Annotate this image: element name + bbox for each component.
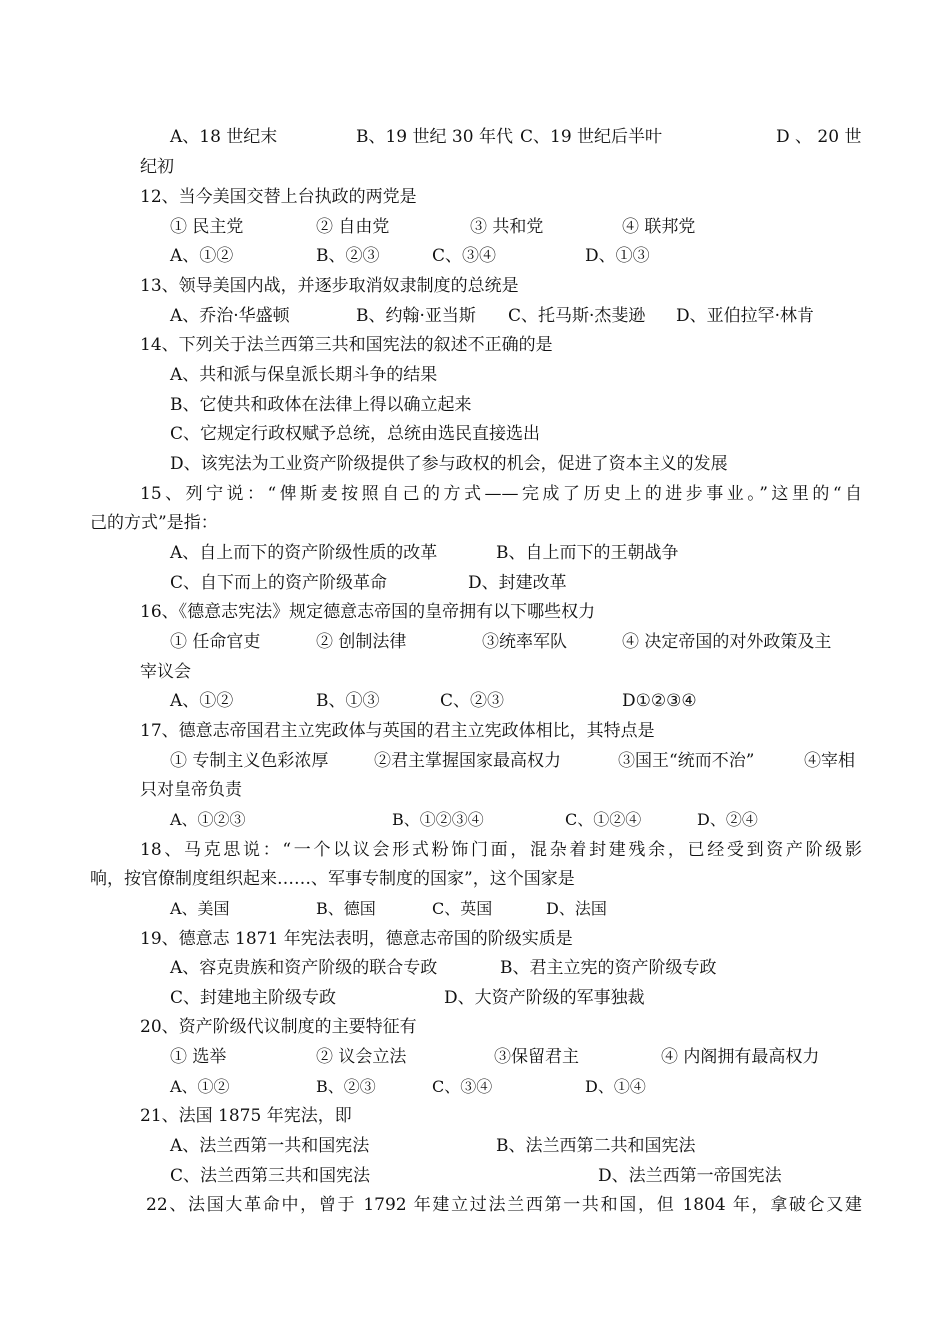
q17-item-1: ① 专制主义色彩浓厚 (170, 751, 329, 771)
q16-item-4-continued: 宰议会 (140, 662, 191, 682)
q15-stem-line-1: 15、列宁说：“俾斯麦按照自己的方式——完成了历史上的进步事业。”这里的“自 (140, 484, 862, 504)
q17-item-4: ④宰相 (804, 751, 855, 771)
q15-option-a: A、自上而下的资产阶级性质的改革 (170, 543, 438, 563)
q16-option-c: C、②③ (440, 691, 505, 711)
q14-option-c: C、它规定行政权赋予总统，总统由选民直接选出 (170, 424, 541, 444)
q21-option-a: A、法兰西第一共和国宪法 (170, 1136, 370, 1156)
q12-stem: 12、当今美国交替上台执政的两党是 (140, 187, 417, 207)
q12-option-d: D、①③ (585, 246, 650, 266)
q12-option-c: C、③④ (432, 246, 497, 266)
q21-stem: 21、法国 1875 年宪法，即 (140, 1106, 352, 1126)
q13-option-b: B、约翰·亚当斯 (356, 306, 476, 326)
q19-option-d: D、大资产阶级的军事独裁 (444, 988, 645, 1008)
q17-option-d: D、②④ (697, 810, 758, 829)
q15-option-c: C、自下而上的资产阶级革命 (170, 573, 388, 593)
q20-option-b: B、②③ (316, 1077, 376, 1096)
q18-option-b: B、德国 (316, 899, 376, 918)
q16-option-a: A、①② (170, 691, 234, 711)
q22-stem-line-1: 22、法国大革命中，曾于 1792 年建立过法兰西第一共和国，但 1804 年，拿破仑又建 (146, 1195, 862, 1215)
q18-stem-line-1: 18、马克思说：“一个以议会形式粉饰门面，混杂着封建残余，已经受到资产阶级影 (140, 840, 862, 860)
q20-option-d: D、①④ (585, 1077, 646, 1096)
q11-option-d-continued: 纪初 (140, 157, 174, 177)
q15-option-d: D、封建改革 (468, 573, 567, 593)
q13-stem: 13、领导美国内战，并逐步取消奴隶制度的总统是 (140, 276, 519, 296)
q13-option-a: A、乔治·华盛顿 (170, 306, 290, 326)
q16-stem: 16、《德意志宪法》规定德意志帝国的皇帝拥有以下哪些权力 (140, 602, 596, 622)
q20-item-4: ④ 内阁拥有最高权力 (661, 1047, 820, 1067)
q12-item-2: ② 自由党 (316, 217, 390, 237)
q12-item-4: ④ 联邦党 (622, 217, 696, 237)
q16-item-2: ② 创制法律 (316, 632, 407, 652)
q20-option-a: A、①② (170, 1077, 230, 1096)
q17-item-3: ③国王“统而不治” (618, 751, 755, 771)
q17-option-c: C、①②④ (565, 810, 642, 829)
q16-option-d: D①②③④ (622, 691, 697, 711)
q11-option-a: A、18 世纪末 (170, 127, 278, 147)
q17-item-4-continued: 只对皇帝负责 (140, 780, 242, 800)
q19-stem: 19、德意志 1871 年宪法表明，德意志帝国的阶级实质是 (140, 929, 573, 949)
q20-stem: 20、资产阶级代议制度的主要特征有 (140, 1017, 417, 1037)
q11-option-d: D 、 20 世 (776, 127, 862, 147)
q17-item-2: ②君主掌握国家最高权力 (374, 751, 561, 771)
q20-option-c: C、③④ (432, 1077, 493, 1096)
q14-stem: 14、下列关于法兰西第三共和国宪法的叙述不正确的是 (140, 335, 553, 355)
q15-stem-line-2: 己的方式”是指： (90, 513, 218, 533)
q19-option-a: A、容克贵族和资产阶级的联合专政 (170, 958, 438, 978)
q20-item-3: ③保留君主 (494, 1047, 579, 1067)
q13-option-c: C、托马斯·杰斐逊 (508, 306, 646, 326)
q16-item-1: ① 任命官吏 (170, 632, 261, 652)
q13-option-d: D、亚伯拉罕·林肯 (676, 306, 815, 326)
q15-option-b: B、自上而下的王朝战争 (496, 543, 679, 563)
q18-option-c: C、英国 (432, 899, 493, 918)
q14-option-d: D、该宪法为工业资产阶级提供了参与政权的机会，促进了资本主义的发展 (170, 454, 728, 474)
q16-option-b: B、①③ (316, 691, 380, 711)
q14-option-a: A、共和派与保皇派长期斗争的结果 (170, 365, 438, 385)
q16-item-3: ③统率军队 (482, 632, 567, 652)
q12-option-b: B、②③ (316, 246, 380, 266)
q12-option-a: A、①② (170, 246, 234, 266)
q17-option-a: A、①②③ (170, 810, 246, 829)
q12-item-1: ① 民主党 (170, 217, 244, 237)
q21-option-b: B、法兰西第二共和国宪法 (496, 1136, 696, 1156)
q18-stem-line-2: 响，按官僚制度组织起来……、军事专制度的国家”，这个国家是 (90, 869, 575, 889)
q16-item-4: ④ 决定帝国的对外政策及主 (622, 632, 832, 652)
q20-item-1: ① 选举 (170, 1047, 227, 1067)
q14-option-b: B、它使共和政体在法律上得以确立起来 (170, 395, 472, 415)
q21-option-c: C、法兰西第三共和国宪法 (170, 1166, 371, 1186)
q12-item-3: ③ 共和党 (470, 217, 544, 237)
q19-option-c: C、封建地主阶级专政 (170, 988, 337, 1008)
q20-item-2: ② 议会立法 (316, 1047, 407, 1067)
q18-option-a: A、美国 (170, 899, 230, 918)
q19-option-b: B、君主立宪的资产阶级专政 (500, 958, 717, 978)
q11-option-c: C、19 世纪后半叶 (520, 127, 663, 147)
q18-option-d: D、法国 (546, 899, 607, 918)
q21-option-d: D、法兰西第一帝国宪法 (598, 1166, 782, 1186)
q11-option-b: B、19 世纪 30 年代 (356, 127, 513, 147)
q17-stem: 17、德意志帝国君主立宪政体与英国的君主立宪政体相比，其特点是 (140, 721, 655, 741)
q17-option-b: B、①②③④ (392, 810, 484, 829)
